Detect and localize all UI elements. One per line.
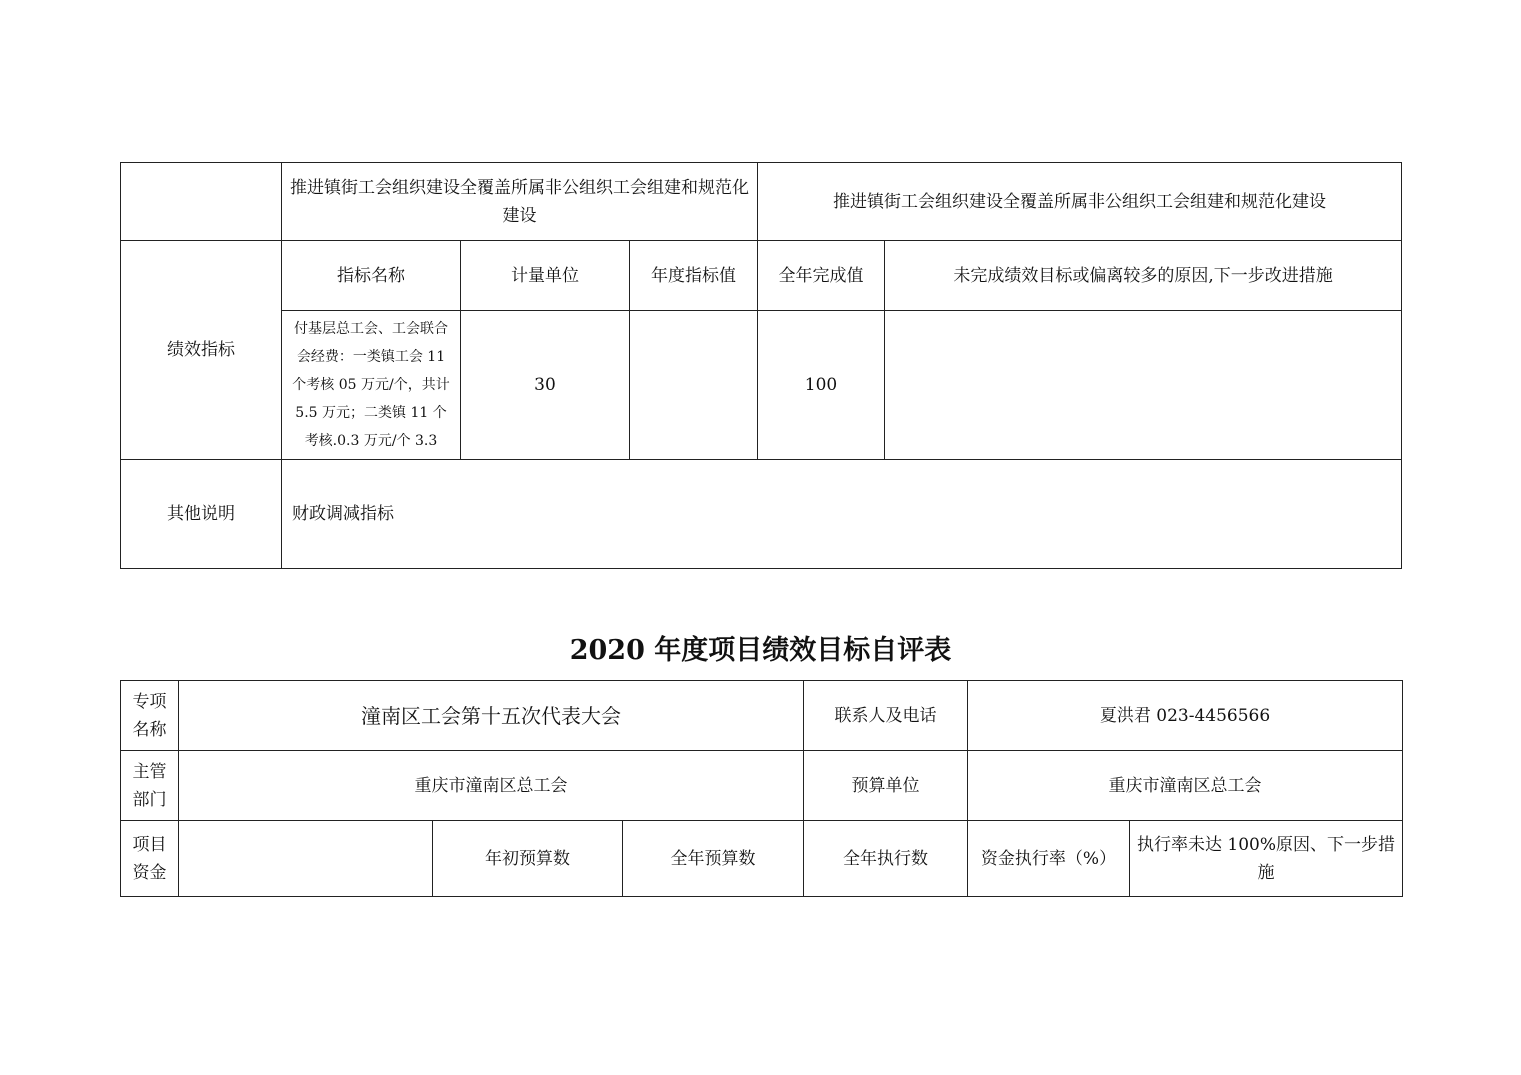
goal-text-right: 推进镇街工会组织建设全覆盖所属非公组织工会组建和规范化建设	[758, 163, 1402, 241]
budget-unit-label: 预算单位	[804, 751, 968, 821]
indicator-target-cell	[630, 311, 758, 460]
header-unit: 计量单位	[461, 241, 630, 311]
header-reason: 未完成绩效目标或偏离较多的原因,下一步改进措施	[885, 241, 1402, 311]
indicator-unit-cell: 30	[461, 311, 630, 460]
contact-label: 联系人及电话	[804, 681, 968, 751]
project-name-label: 专项名称	[121, 681, 179, 751]
header-indicator-name: 指标名称	[282, 241, 461, 311]
header-shortfall-reason: 执行率未达 100%原因、下一步措施	[1130, 821, 1403, 897]
page-title: 2020 年度项目绩效目标自评表	[569, 635, 952, 666]
other-notes-label: 其他说明	[121, 460, 282, 569]
indicator-name-cell: 付基层总工会、工会联合会经费：一类镇工会 11 个考核 05 万元/个，共计 5.5 万元；二类镇 11 个考核.0.3 万元/个 3.3	[282, 311, 461, 460]
self-evaluation-table	[120, 680, 1403, 897]
header-annual-budget: 全年预算数	[623, 821, 804, 897]
section-label-performance: 绩效指标	[121, 241, 282, 460]
contact-value: 夏洪君 023-4456566	[968, 681, 1403, 751]
indicator-actual-cell: 100	[758, 311, 885, 460]
other-notes-value: 财政调减指标	[282, 460, 1402, 569]
budget-unit-value: 重庆市潼南区总工会	[968, 751, 1403, 821]
header-annual-target: 年度指标值	[630, 241, 758, 311]
project-name-value: 潼南区工会第十五次代表大会	[179, 681, 804, 751]
performance-table	[120, 162, 1402, 569]
header-annual-actual: 全年完成值	[758, 241, 885, 311]
header-annual-execution: 全年执行数	[804, 821, 968, 897]
project-funds-label: 项目资金	[121, 821, 179, 897]
header-execution-rate: 资金执行率（%）	[968, 821, 1130, 897]
header-initial-budget: 年初预算数	[433, 821, 623, 897]
department-label: 主管部门	[121, 751, 179, 821]
goal-text-left: 推进镇街工会组织建设全覆盖所属非公组织工会组建和规范化建设	[282, 163, 758, 241]
empty-cell	[121, 163, 282, 241]
project-funds-blank	[179, 821, 433, 897]
department-value: 重庆市潼南区总工会	[179, 751, 804, 821]
indicator-reason-cell	[885, 311, 1402, 460]
